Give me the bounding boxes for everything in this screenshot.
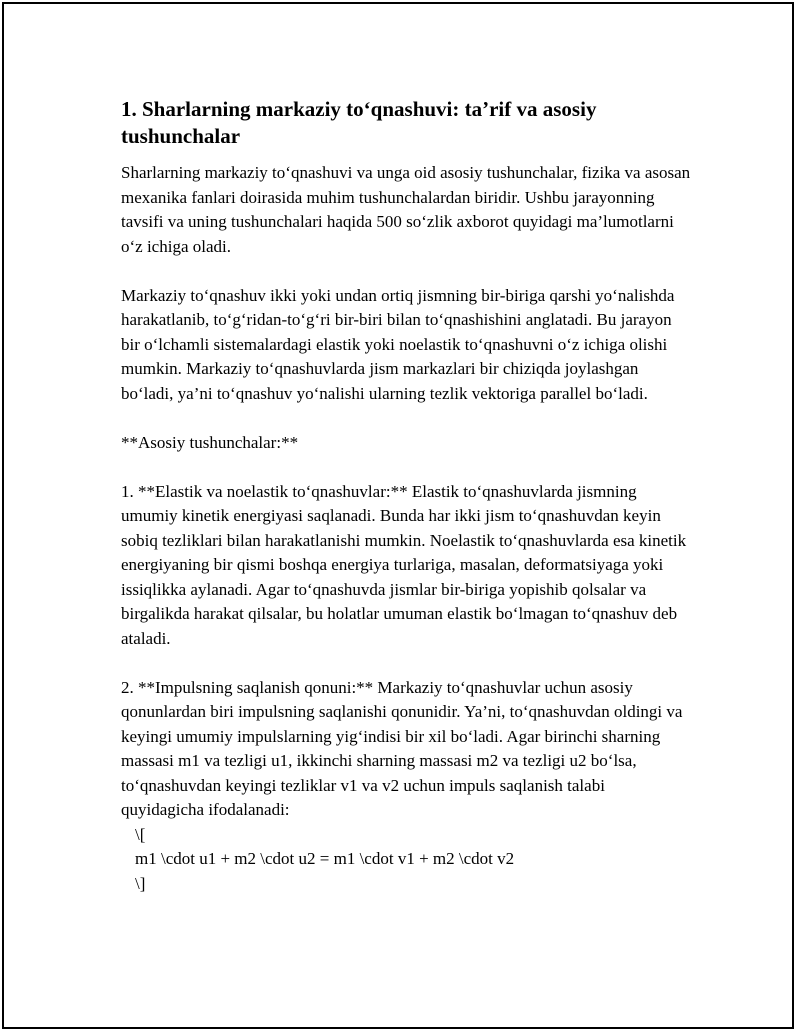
page-frame	[2, 2, 794, 1029]
section-heading: 1. Sharlarning markaziy to‘qnashuvi: ta’rif va asosiy tushunchalar	[121, 97, 597, 148]
momentum-conservation-paragraph: 2. **Impulsning saqlanish qonuni:** Markaziy to‘qnashuvlar uchun asosiy qonunlardan biri impulsning saqlanishi qonunidir. Ya’ni, to‘qnashuvdan oldingi va keyingi umumiy impulslarning yig‘indisi bir xil bo‘ladi. Agar birinchi sharning massasi m1 va tezligi u1, ikkinchi sharning massasi m2 va tezligi u2 bo‘lsa, to‘qnashuvdan keyingi tezliklar v1 va v2 uchun impuls saqlanish talabi quyidagicha ifodalanadi:	[121, 677, 683, 819]
formula-open-delimiter: \[	[135, 824, 146, 844]
document-body	[121, 96, 691, 896]
formula-expression: m1 \cdot u1 + m2 \cdot u2 = m1 \cdot v1 + m2 \cdot v2	[135, 849, 515, 868]
formula-close-delimiter: \]	[135, 873, 146, 893]
intro-paragraph: Sharlarning markaziy to‘qnashuvi va unga oid asosiy tushunchalar, fizika va asosan mexanika fanlari doirasida muhim tushunchalardan biridir. Ushbu jarayonning tavsifi va uning tushunchalari haqida 500 so‘zlik axborot quyidagi ma’lumotlarni o‘z ichiga oladi.	[121, 163, 691, 256]
elastic-collisions-paragraph: 1. **Elastik va noelastik to‘qnashuvlar:** Elastik to‘qnashuvlarda jismning umumiy kinetik energiyasi saqlanadi. Bunda har ikki jism to‘qnashuvdan keyin sobiq tezliklari bilan harakatlanishi mumkin. Noelastik to‘qnashuvlarda esa kinetik energiyaning bir qismi boshqa energiya turlariga, masalan, deformatsiyaga yoki issiqlikka aylanadi. Agar to‘qnashuvda jismlar bir-biriga yopishib qolsalar va birgalikda harakat qilsalar, bu holatlar umuman elastik bo‘lmagan to‘qnashuv deb ataladi.	[121, 481, 687, 648]
momentum-formula	[121, 823, 691, 897]
definition-paragraph: Markaziy to‘qnashuv ikki yoki undan ortiq jismning bir-biriga qarshi yo‘nalishda harakatlanib, to‘g‘ridan-to‘g‘ri bir-biri bilan to‘qnashishini anglatadi. Bu jarayon bir o‘lchamli sistemalardagi elastik yoki noelastik to‘qnashuvni o‘z ichiga olishi mumkin. Markaziy to‘qnashuvlarda jism markazlari bir chiziqda joylashgan bo‘ladi, ya’ni to‘qnashuv yo‘nalishi ularning tezlik vektoriga parallel bo‘ladi.	[121, 285, 675, 403]
key-concepts-label: **Asosiy tushunchalar:**	[121, 432, 299, 452]
